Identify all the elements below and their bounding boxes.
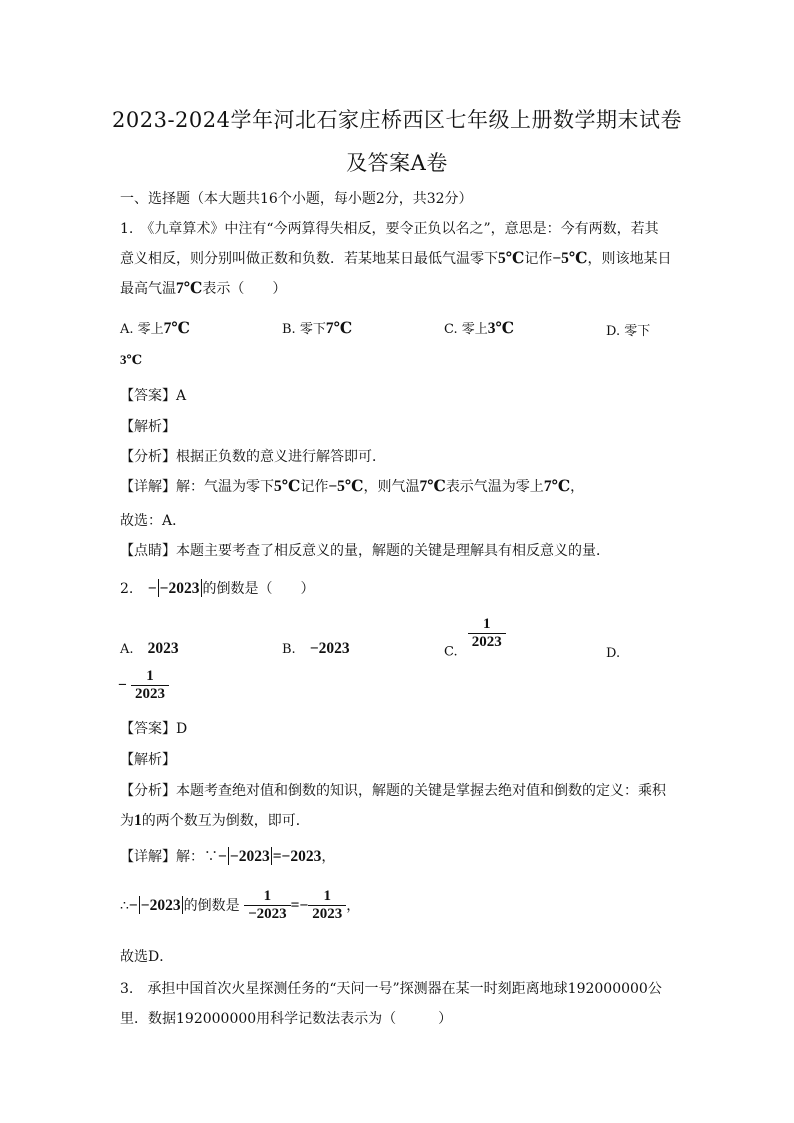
- q2-expr-minus: −: [218, 848, 227, 865]
- q2-expr-inner: −: [229, 848, 239, 865]
- q1-detail-temp: 5℃: [274, 478, 301, 495]
- fraction-numerator: 1: [468, 616, 506, 634]
- q2-option-a: [120, 640, 179, 658]
- q1-option-c-label: C. 零上: [444, 322, 488, 337]
- abs-bar-right: [182, 896, 183, 914]
- q1-option-b-value: 7℃: [325, 320, 353, 337]
- q1-option-b: [282, 318, 352, 338]
- q1-detail-temp: 7℃: [419, 478, 446, 495]
- q2-expr-inner: −: [140, 896, 150, 914]
- q1-detail-text: ，: [570, 479, 585, 495]
- q2-option-b-value: −2023: [309, 640, 350, 657]
- q2-number: 2.: [120, 581, 134, 597]
- q1-detail: [120, 476, 584, 496]
- fraction-numerator: 1: [308, 888, 346, 906]
- q1-option-b-label: B. 零下: [282, 322, 326, 337]
- q1-answer: 【答案】A: [120, 388, 187, 404]
- q1-option-a: [120, 318, 190, 338]
- q2-option-c-label: C.: [444, 644, 458, 660]
- q2-detail-text: 的倒数是: [183, 897, 240, 914]
- q2-stem: [120, 578, 315, 598]
- q1-stem-text: 表示（ ）: [202, 281, 287, 297]
- q3-stem-line1: 3. 承担中国首次火星探测任务的“天问一号”探测器在某一时刻距离地球192000000公: [120, 981, 662, 997]
- q2-detail-line1: [120, 846, 335, 866]
- q1-temp-5: 5℃: [498, 250, 525, 267]
- q2-fenxi-line1: 【分析】本题考查绝对值和倒数的知识，解题的关键是掌握去绝对值和倒数的定义：乘积: [120, 783, 666, 799]
- q2-expr-value: 2023: [149, 896, 181, 914]
- abs-bar-left: [139, 896, 140, 914]
- q2-option-b-label: B.: [282, 642, 296, 657]
- q1-option-a-value: 7℃: [163, 320, 190, 337]
- fraction-denominator: −2023: [248, 906, 287, 923]
- q1-stem-text: ，则该地某日: [587, 251, 672, 267]
- q1-detail-text: 记作: [300, 479, 329, 495]
- q1-detail-text: 表示气温为零上: [445, 479, 544, 495]
- q2-expr-value: 2023: [168, 580, 200, 597]
- q2-option-a-value: 2023: [147, 640, 179, 657]
- q2-detail-fraction-1: [244, 888, 291, 924]
- q2-fenxi-line2: [120, 810, 310, 830]
- q1-detail-text: ，则气温: [363, 479, 420, 495]
- q1-stem-line2: [120, 248, 671, 268]
- abs-bar-right: [201, 579, 202, 597]
- q2-option-a-label: A.: [120, 642, 134, 657]
- section-heading: 一、选择题（本大题共16个小题，每小题2分，共32分）: [120, 191, 473, 207]
- doc-title-line1: 2023-2024学年河北石家庄桥西区七年级上册数学期末试卷: [112, 108, 682, 132]
- q2-detail-comma: ，: [321, 849, 336, 865]
- q2-answer: 【答案】D: [120, 721, 188, 737]
- q1-temp-7: 7℃: [176, 280, 203, 297]
- q2-fenxi-one: 1: [134, 812, 142, 829]
- q1-stem-line3: [120, 278, 286, 298]
- q2-detail-line2: [120, 888, 360, 924]
- fraction-denominator: 2023: [134, 686, 165, 703]
- q2-fenxi-text: 为: [120, 813, 134, 829]
- q1-detail-temp: 7℃: [543, 478, 571, 495]
- q1-dianjing: 【点睛】本题主要考查了相反意义的量，解题的关键是理解具有相反意义的量．: [120, 543, 610, 559]
- fraction-denominator: 2023: [312, 906, 343, 923]
- q2-option-d-sign: −: [118, 676, 127, 694]
- q2-expr-minus: −: [128, 896, 138, 914]
- q2-option-b: [282, 640, 350, 658]
- q1-option-d-value: 3℃: [120, 352, 143, 367]
- q2-fenxi-text: 的两个数互为倒数，即可．: [141, 813, 310, 829]
- q2-detail-text: 【详解】解：∵: [120, 849, 218, 865]
- abs-bar-right: [271, 847, 272, 865]
- q2-detail-comma: ，: [346, 897, 361, 914]
- q2-guxuan: 故选D．: [120, 949, 174, 965]
- q2-detail-equals-minus: =−: [290, 896, 309, 914]
- q1-fenxi: 【分析】根据正负数的意义进行解答即可．: [120, 449, 386, 465]
- q2-stem-tail: 的倒数是（ ）: [202, 581, 315, 597]
- q1-option-a-label: A. 零上: [120, 322, 164, 337]
- q1-detail-temp: −5℃: [328, 478, 364, 495]
- q2-option-c-fraction: [468, 616, 506, 652]
- abs-bar-left: [228, 847, 229, 865]
- q2-option-d: [118, 668, 169, 704]
- therefore-symbol: ∴: [120, 897, 129, 914]
- q2-option-d-fraction: [131, 668, 169, 704]
- q2-detail-equals: =−2023: [272, 848, 322, 865]
- q2-option-d-label: D.: [606, 646, 621, 661]
- q1-detail-text: 【详解】解：气温为零下: [120, 479, 274, 495]
- q3-stem-line2: 里．数据192000000用科学记数法表示为（ ）: [120, 1011, 453, 1027]
- q1-stem-line1: 1. 《九章算术》中注有“今两算得失相反，要令正负以名之”，意思是：今有两数，若其: [120, 221, 659, 237]
- q1-temp-neg5: −5℃: [552, 250, 588, 267]
- q1-stem-text: 记作: [524, 251, 553, 267]
- abs-bar-left: [158, 579, 159, 597]
- q1-option-c: [444, 318, 514, 338]
- fraction-numerator: 1: [131, 668, 169, 686]
- q1-option-d-label: D. 零下: [606, 324, 651, 339]
- doc-title-line2: 及答案A卷: [346, 151, 448, 175]
- q2-expr-minus: −: [147, 580, 157, 597]
- q1-option-c-value: 3℃: [487, 320, 515, 337]
- q1-guxuan: 故选：A．: [120, 513, 187, 529]
- q1-jiexi: 【解析】: [120, 419, 176, 435]
- q2-expr-inner: −: [159, 580, 169, 597]
- fraction-denominator: 2023: [471, 634, 502, 651]
- q2-detail-fraction-2: [308, 888, 346, 924]
- q2-expr-value: 2023: [238, 848, 270, 865]
- q1-stem-text: 最高气温: [120, 281, 176, 297]
- q1-stem-text: 意义相反，则分别叫做正数和负数．若某地某日最低气温零下: [120, 251, 498, 267]
- q2-option-c: [444, 616, 506, 659]
- q2-jiexi: 【解析】: [120, 752, 176, 768]
- fraction-numerator: 1: [244, 888, 291, 906]
